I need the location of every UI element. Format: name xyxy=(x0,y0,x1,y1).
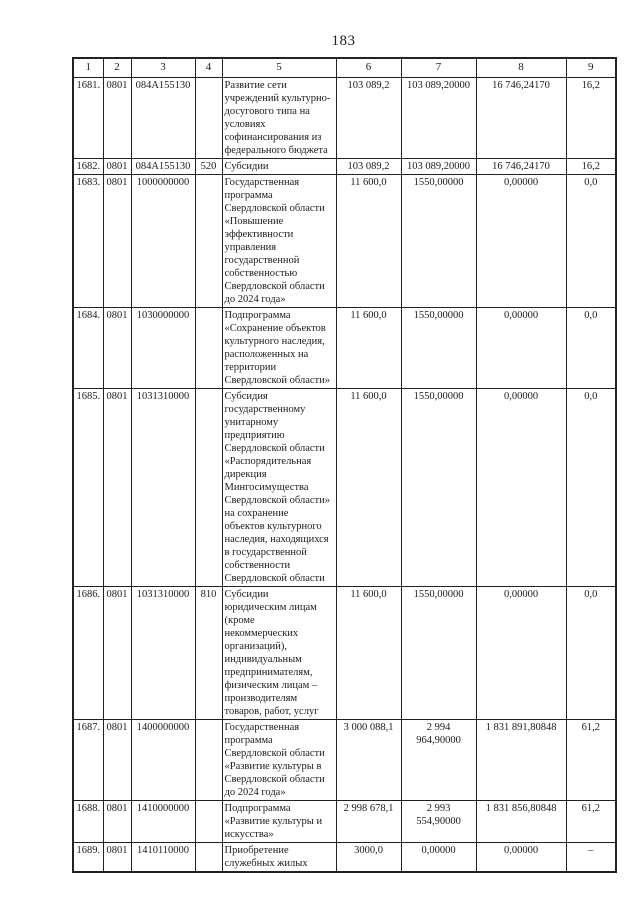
execution-percent-cell: 0,0 xyxy=(566,586,616,719)
updated-amount-cell: 1550,00000 xyxy=(401,586,476,719)
execution-percent-cell: 0,0 xyxy=(566,388,616,586)
section-code-cell: 0801 xyxy=(103,388,131,586)
approved-amount-cell: 11 600,0 xyxy=(336,307,401,388)
updated-amount-cell: 2 994 964,90000 xyxy=(401,719,476,800)
executed-amount-cell: 16 746,24170 xyxy=(476,158,566,174)
expense-name-cell: Подпрограмма «Сохранение объектов культурного наследия, расположенных на территории Свердловской области» xyxy=(222,307,336,388)
expense-type-code-cell xyxy=(195,77,222,158)
executed-amount-cell: 16 746,24170 xyxy=(476,77,566,158)
table-row xyxy=(73,842,616,872)
row-number-cell: 1682. xyxy=(73,158,103,174)
expense-type-code-cell xyxy=(195,719,222,800)
expense-type-code-cell xyxy=(195,800,222,842)
execution-percent-cell: 16,2 xyxy=(566,158,616,174)
table-row xyxy=(73,800,616,842)
expense-name-cell: Субсидия государственному унитарному предприятию Свердловской области «Распорядительная дирекция Мингосимущества Свердловской области» на сохранение объектов культурного наследия, находящихся в государственной собственности Свердловской области xyxy=(222,388,336,586)
expense-type-code-cell xyxy=(195,842,222,872)
column-number-header: 3 xyxy=(131,58,195,77)
execution-percent-cell: 61,2 xyxy=(566,800,616,842)
approved-amount-cell: 103 089,2 xyxy=(336,77,401,158)
column-number-header: 4 xyxy=(195,58,222,77)
section-code-cell: 0801 xyxy=(103,842,131,872)
expense-name-cell: Государственная программа Свердловской области «Развитие культуры в Свердловской области до 2024 года» xyxy=(222,719,336,800)
execution-percent-cell: 61,2 xyxy=(566,719,616,800)
column-number-header: 6 xyxy=(336,58,401,77)
expense-type-code-cell xyxy=(195,174,222,307)
section-code-cell: 0801 xyxy=(103,719,131,800)
approved-amount-cell: 3 000 088,1 xyxy=(336,719,401,800)
updated-amount-cell: 2 993 554,90000 xyxy=(401,800,476,842)
updated-amount-cell: 1550,00000 xyxy=(401,174,476,307)
row-number-cell: 1686. xyxy=(73,586,103,719)
executed-amount-cell: 1 831 891,80848 xyxy=(476,719,566,800)
target-article-code-cell: 1000000000 xyxy=(131,174,195,307)
section-code-cell: 0801 xyxy=(103,800,131,842)
execution-percent-cell: – xyxy=(566,842,616,872)
executed-amount-cell: 0,00000 xyxy=(476,388,566,586)
table-row xyxy=(73,586,616,719)
column-number-header: 9 xyxy=(566,58,616,77)
executed-amount-cell: 0,00000 xyxy=(476,174,566,307)
approved-amount-cell: 11 600,0 xyxy=(336,388,401,586)
execution-percent-cell: 16,2 xyxy=(566,77,616,158)
row-number-cell: 1689. xyxy=(73,842,103,872)
row-number-cell: 1687. xyxy=(73,719,103,800)
table-row xyxy=(73,77,616,158)
approved-amount-cell: 11 600,0 xyxy=(336,174,401,307)
expense-name-cell: Развитие сети учреждений культурно- досугового типа на условиях софинансирования из федерального бюджета xyxy=(222,77,336,158)
executed-amount-cell: 0,00000 xyxy=(476,842,566,872)
table-row xyxy=(73,307,616,388)
expense-name-cell: Субсидии xyxy=(222,158,336,174)
row-number-cell: 1683. xyxy=(73,174,103,307)
expense-type-code-cell: 810 xyxy=(195,586,222,719)
target-article-code-cell: 1031310000 xyxy=(131,388,195,586)
approved-amount-cell: 2 998 678,1 xyxy=(336,800,401,842)
table-row xyxy=(73,719,616,800)
column-number-header: 1 xyxy=(73,58,103,77)
row-number-cell: 1681. xyxy=(73,77,103,158)
row-number-cell: 1685. xyxy=(73,388,103,586)
expense-name-cell: Субсидии юридическим лицам (кроме некоммерческих организаций), индивидуальным предпринимателям, физическим лицам – производителям товаров, работ, услуг xyxy=(222,586,336,719)
approved-amount-cell: 3000,0 xyxy=(336,842,401,872)
column-number-header: 8 xyxy=(476,58,566,77)
executed-amount-cell: 0,00000 xyxy=(476,586,566,719)
table-header-row xyxy=(73,58,616,77)
target-article-code-cell: 1410110000 xyxy=(131,842,195,872)
budget-table xyxy=(72,57,617,873)
executed-amount-cell: 0,00000 xyxy=(476,307,566,388)
target-article-code-cell: 1031310000 xyxy=(131,586,195,719)
expense-name-cell: Государственная программа Свердловской области «Повышение эффективности управления государственной собственностью Свердловской области до 2024 года» xyxy=(222,174,336,307)
column-number-header: 5 xyxy=(222,58,336,77)
expense-name-cell: Приобретение служебных жилых xyxy=(222,842,336,872)
updated-amount-cell: 0,00000 xyxy=(401,842,476,872)
target-article-code-cell: 084A155130 xyxy=(131,158,195,174)
column-number-header: 2 xyxy=(103,58,131,77)
section-code-cell: 0801 xyxy=(103,77,131,158)
table-row xyxy=(73,388,616,586)
section-code-cell: 0801 xyxy=(103,307,131,388)
target-article-code-cell: 084A155130 xyxy=(131,77,195,158)
execution-percent-cell: 0,0 xyxy=(566,174,616,307)
target-article-code-cell: 1410000000 xyxy=(131,800,195,842)
expense-type-code-cell xyxy=(195,307,222,388)
table-row xyxy=(73,174,616,307)
section-code-cell: 0801 xyxy=(103,158,131,174)
page-number: 183 xyxy=(331,33,356,49)
row-number-cell: 1684. xyxy=(73,307,103,388)
approved-amount-cell: 103 089,2 xyxy=(336,158,401,174)
row-number-cell: 1688. xyxy=(73,800,103,842)
updated-amount-cell: 103 089,20000 xyxy=(401,158,476,174)
target-article-code-cell: 1400000000 xyxy=(131,719,195,800)
expense-name-cell: Подпрограмма «Развитие культуры и искусства» xyxy=(222,800,336,842)
section-code-cell: 0801 xyxy=(103,586,131,719)
updated-amount-cell: 103 089,20000 xyxy=(401,77,476,158)
table-row xyxy=(73,158,616,174)
expense-type-code-cell xyxy=(195,388,222,586)
target-article-code-cell: 1030000000 xyxy=(131,307,195,388)
execution-percent-cell: 0,0 xyxy=(566,307,616,388)
updated-amount-cell: 1550,00000 xyxy=(401,388,476,586)
expense-type-code-cell: 520 xyxy=(195,158,222,174)
executed-amount-cell: 1 831 856,80848 xyxy=(476,800,566,842)
approved-amount-cell: 11 600,0 xyxy=(336,586,401,719)
column-number-header: 7 xyxy=(401,58,476,77)
table-body xyxy=(73,77,616,872)
section-code-cell: 0801 xyxy=(103,174,131,307)
updated-amount-cell: 1550,00000 xyxy=(401,307,476,388)
